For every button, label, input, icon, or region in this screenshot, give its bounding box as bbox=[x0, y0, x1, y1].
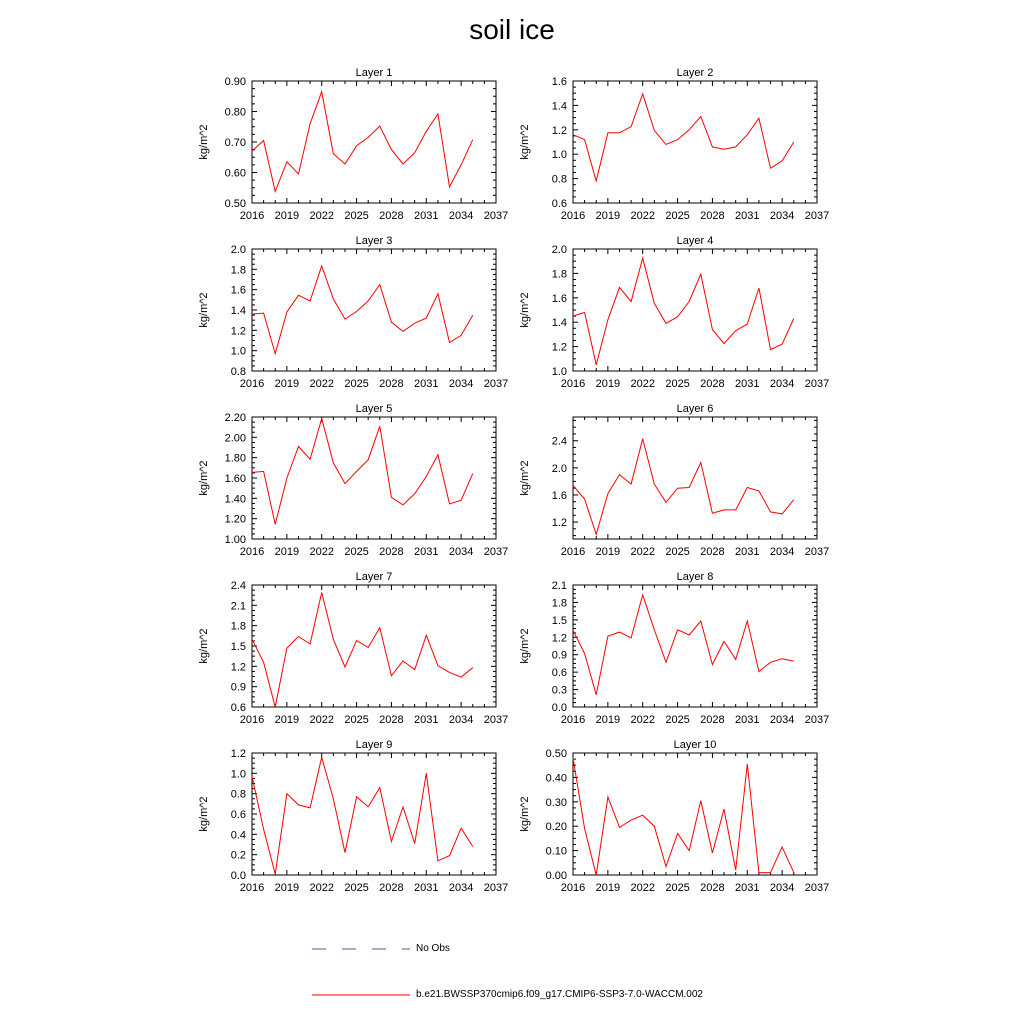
y-tick-label: 1.6 bbox=[551, 489, 567, 502]
legend-obs-label: No Obs bbox=[416, 943, 450, 954]
y-tick-label: 0.30 bbox=[545, 796, 567, 809]
x-tick-label: 2031 bbox=[735, 714, 760, 726]
y-tick-label: 1.0 bbox=[551, 366, 567, 378]
y-tick-label: 1.4 bbox=[230, 305, 246, 317]
plot-frame bbox=[573, 585, 817, 707]
x-tick-label: 2019 bbox=[595, 210, 621, 222]
y-tick-label: 0.10 bbox=[545, 845, 567, 858]
x-tick-label: 2034 bbox=[769, 546, 795, 558]
panel-title: Layer 4 bbox=[676, 235, 714, 247]
plot-frame bbox=[252, 417, 496, 539]
x-tick-label: 2025 bbox=[344, 714, 369, 726]
x-tick-label: 2031 bbox=[414, 714, 439, 726]
x-tick-label: 2025 bbox=[665, 546, 690, 558]
series-line bbox=[252, 266, 473, 354]
x-tick-label: 2037 bbox=[804, 714, 830, 726]
x-tick-label: 2037 bbox=[804, 546, 830, 558]
x-tick-label: 2019 bbox=[274, 714, 300, 726]
x-tick-label: 2016 bbox=[560, 714, 586, 726]
y-tick-label: 1.2 bbox=[551, 517, 567, 530]
x-tick-label: 2022 bbox=[630, 546, 655, 558]
chart-title: soil ice bbox=[469, 14, 555, 45]
plot-frame bbox=[252, 81, 496, 203]
x-tick-label: 2031 bbox=[414, 882, 439, 894]
x-tick-label: 2031 bbox=[414, 210, 439, 222]
x-tick-label: 2034 bbox=[769, 378, 795, 390]
y-axis-label: kg/m^2 bbox=[198, 460, 210, 496]
x-tick-label: 2028 bbox=[379, 714, 404, 726]
plot-frame bbox=[573, 417, 817, 539]
x-tick-label: 2025 bbox=[344, 546, 369, 558]
y-tick-label: 0.40 bbox=[545, 772, 567, 785]
panel-8 bbox=[519, 571, 829, 726]
y-tick-label: 1.2 bbox=[230, 748, 246, 760]
y-tick-label: 0.6 bbox=[230, 809, 246, 821]
y-tick-label: 0.4 bbox=[230, 829, 246, 842]
y-tick-label: 0.9 bbox=[230, 681, 246, 694]
y-tick-label: 1.00 bbox=[224, 534, 246, 546]
x-tick-label: 2016 bbox=[239, 546, 265, 558]
legend-obs-swatch bbox=[312, 942, 412, 956]
panel-1 bbox=[198, 67, 508, 222]
x-tick-label: 2031 bbox=[414, 546, 439, 558]
x-tick-label: 2019 bbox=[595, 546, 621, 558]
x-tick-label: 2037 bbox=[483, 378, 509, 390]
x-tick-label: 2022 bbox=[309, 378, 334, 390]
x-tick-label: 2028 bbox=[700, 210, 725, 222]
panel-2 bbox=[519, 67, 829, 222]
x-tick-label: 2034 bbox=[769, 882, 795, 894]
y-tick-label: 1.0 bbox=[230, 768, 246, 781]
y-tick-label: 2.20 bbox=[224, 412, 246, 424]
panel-4 bbox=[519, 235, 829, 390]
x-tick-label: 2031 bbox=[735, 882, 760, 894]
y-tick-label: 1.20 bbox=[224, 513, 246, 526]
x-tick-label: 2022 bbox=[309, 546, 334, 558]
y-tick-label: 1.2 bbox=[551, 632, 567, 645]
x-tick-label: 2016 bbox=[239, 378, 265, 390]
panel-7 bbox=[198, 571, 508, 726]
y-tick-label: 0.8 bbox=[551, 173, 567, 186]
panel-title: Layer 9 bbox=[355, 739, 393, 751]
x-tick-label: 2037 bbox=[804, 882, 830, 894]
x-tick-label: 2034 bbox=[769, 210, 795, 222]
y-tick-label: 1.2 bbox=[551, 341, 567, 354]
x-tick-label: 2037 bbox=[483, 882, 509, 894]
series-line bbox=[573, 258, 794, 365]
x-tick-label: 2025 bbox=[665, 210, 690, 222]
x-tick-label: 2028 bbox=[379, 546, 404, 558]
series-line bbox=[252, 593, 473, 708]
panel-title: Layer 7 bbox=[355, 571, 393, 583]
panel-9 bbox=[198, 739, 508, 894]
panel-title: Layer 6 bbox=[676, 403, 714, 415]
series-line bbox=[252, 419, 473, 525]
x-tick-label: 2025 bbox=[344, 882, 369, 894]
y-tick-label: 0.0 bbox=[551, 702, 567, 714]
y-tick-label: 2.0 bbox=[551, 462, 567, 475]
x-tick-label: 2028 bbox=[700, 714, 725, 726]
x-tick-label: 2016 bbox=[239, 882, 265, 894]
x-tick-label: 2019 bbox=[274, 210, 300, 222]
y-tick-label: 0.50 bbox=[545, 748, 567, 760]
x-tick-label: 2034 bbox=[448, 714, 474, 726]
plot-frame bbox=[573, 81, 817, 203]
y-axis-label: kg/m^2 bbox=[198, 796, 210, 832]
x-tick-label: 2022 bbox=[309, 882, 334, 894]
y-tick-label: 0.8 bbox=[230, 366, 246, 378]
y-tick-label: 0.3 bbox=[551, 684, 567, 697]
panel-title: Layer 2 bbox=[676, 67, 714, 79]
y-axis-label: kg/m^2 bbox=[519, 124, 531, 160]
y-tick-label: 0.00 bbox=[545, 870, 567, 882]
x-tick-label: 2034 bbox=[769, 714, 795, 726]
x-tick-label: 2025 bbox=[344, 378, 369, 390]
plot-frame bbox=[252, 753, 496, 875]
x-tick-label: 2022 bbox=[630, 210, 655, 222]
y-tick-label: 0.20 bbox=[545, 821, 567, 834]
y-tick-label: 0.50 bbox=[224, 198, 246, 210]
x-tick-label: 2037 bbox=[483, 546, 509, 558]
y-tick-label: 1.0 bbox=[230, 345, 246, 358]
x-tick-label: 2034 bbox=[448, 210, 474, 222]
x-tick-label: 2016 bbox=[560, 546, 586, 558]
x-tick-label: 2016 bbox=[560, 210, 586, 222]
x-tick-label: 2034 bbox=[448, 546, 474, 558]
y-tick-label: 0.6 bbox=[551, 667, 567, 680]
y-tick-label: 0.2 bbox=[230, 849, 246, 862]
x-tick-label: 2025 bbox=[665, 714, 690, 726]
x-tick-label: 2037 bbox=[804, 210, 830, 222]
x-tick-label: 2037 bbox=[483, 210, 509, 222]
y-tick-label: 1.8 bbox=[551, 268, 567, 281]
panel-6 bbox=[519, 403, 829, 558]
x-tick-label: 2028 bbox=[700, 378, 725, 390]
y-tick-label: 2.0 bbox=[551, 244, 567, 256]
panel-title: Layer 5 bbox=[355, 403, 393, 415]
y-tick-label: 0.70 bbox=[224, 137, 246, 149]
panel-10 bbox=[519, 739, 829, 894]
x-tick-label: 2025 bbox=[665, 882, 690, 894]
x-tick-label: 2019 bbox=[274, 882, 300, 894]
panel-title: Layer 10 bbox=[673, 739, 717, 751]
y-axis-label: kg/m^2 bbox=[198, 628, 210, 664]
panel-3 bbox=[198, 235, 508, 390]
panel-title: Layer 3 bbox=[355, 235, 393, 247]
y-tick-label: 2.4 bbox=[551, 435, 567, 448]
y-tick-label: 0.90 bbox=[224, 76, 246, 88]
series-line bbox=[252, 92, 473, 192]
y-tick-label: 1.8 bbox=[551, 597, 567, 610]
x-tick-label: 2016 bbox=[239, 714, 265, 726]
y-tick-label: 1.80 bbox=[224, 452, 246, 465]
x-tick-label: 2022 bbox=[630, 714, 655, 726]
x-tick-label: 2019 bbox=[595, 714, 621, 726]
panel-5 bbox=[198, 403, 508, 558]
y-tick-label: 1.6 bbox=[551, 292, 567, 305]
y-tick-label: 1.2 bbox=[551, 124, 567, 137]
y-tick-label: 1.4 bbox=[551, 100, 567, 113]
y-axis-label: kg/m^2 bbox=[519, 460, 531, 496]
y-tick-label: 0.60 bbox=[224, 167, 246, 180]
y-tick-label: 2.1 bbox=[230, 600, 246, 613]
legend-model-label: b.e21.BWSSP370cmip6.f09_g17.CMIP6-SSP3-7.0-WACCM.002 bbox=[416, 989, 703, 1000]
x-tick-label: 2025 bbox=[344, 210, 369, 222]
y-tick-label: 1.40 bbox=[224, 493, 246, 506]
x-tick-label: 2028 bbox=[379, 882, 404, 894]
x-tick-label: 2019 bbox=[595, 378, 621, 390]
x-tick-label: 2022 bbox=[630, 378, 655, 390]
plot-frame bbox=[573, 753, 817, 875]
y-axis-label: kg/m^2 bbox=[519, 796, 531, 832]
x-tick-label: 2037 bbox=[483, 714, 509, 726]
x-tick-label: 2016 bbox=[560, 378, 586, 390]
y-tick-label: 2.0 bbox=[230, 244, 246, 256]
x-tick-label: 2016 bbox=[560, 882, 586, 894]
series-line bbox=[573, 595, 794, 695]
y-axis-label: kg/m^2 bbox=[519, 292, 531, 328]
x-tick-label: 2034 bbox=[448, 882, 474, 894]
x-tick-label: 2031 bbox=[735, 378, 760, 390]
y-tick-label: 1.8 bbox=[230, 620, 246, 633]
y-tick-label: 2.1 bbox=[551, 580, 567, 592]
x-tick-label: 2016 bbox=[239, 210, 265, 222]
y-tick-label: 0.80 bbox=[224, 106, 246, 119]
x-tick-label: 2031 bbox=[735, 546, 760, 558]
y-tick-label: 1.60 bbox=[224, 473, 246, 485]
y-tick-label: 0.9 bbox=[551, 649, 567, 662]
y-axis-label: kg/m^2 bbox=[198, 292, 210, 328]
series-line bbox=[573, 94, 794, 181]
y-tick-label: 1.8 bbox=[230, 264, 246, 277]
panel-title: Layer 8 bbox=[676, 571, 714, 583]
x-tick-label: 2031 bbox=[735, 210, 760, 222]
y-tick-label: 1.5 bbox=[230, 641, 246, 653]
series-line bbox=[252, 757, 473, 874]
y-tick-label: 2.4 bbox=[230, 580, 246, 592]
x-tick-label: 2028 bbox=[700, 882, 725, 894]
y-tick-label: 1.5 bbox=[551, 614, 567, 627]
y-tick-label: 1.0 bbox=[551, 149, 567, 162]
panel-title: Layer 1 bbox=[355, 67, 393, 79]
x-tick-label: 2031 bbox=[414, 378, 439, 390]
x-tick-label: 2019 bbox=[274, 546, 300, 558]
y-tick-label: 1.4 bbox=[551, 317, 567, 330]
y-axis-label: kg/m^2 bbox=[519, 628, 531, 664]
x-tick-label: 2022 bbox=[309, 210, 334, 222]
plot-frame bbox=[573, 249, 817, 371]
x-tick-label: 2019 bbox=[274, 378, 300, 390]
x-tick-label: 2019 bbox=[595, 882, 621, 894]
x-tick-label: 2028 bbox=[379, 378, 404, 390]
x-tick-label: 2022 bbox=[309, 714, 334, 726]
x-tick-label: 2022 bbox=[630, 882, 655, 894]
y-tick-label: 1.6 bbox=[230, 284, 246, 297]
series-line bbox=[573, 758, 794, 875]
legend-model-swatch bbox=[312, 988, 412, 1002]
y-tick-label: 0.8 bbox=[230, 788, 246, 801]
y-tick-label: 1.2 bbox=[230, 661, 246, 674]
y-tick-label: 0.0 bbox=[230, 870, 246, 882]
x-tick-label: 2025 bbox=[665, 378, 690, 390]
x-tick-label: 2028 bbox=[379, 210, 404, 222]
series-line bbox=[573, 439, 794, 535]
y-tick-label: 0.6 bbox=[551, 198, 567, 210]
y-tick-label: 0.6 bbox=[230, 702, 246, 714]
x-tick-label: 2028 bbox=[700, 546, 725, 558]
x-tick-label: 2037 bbox=[804, 378, 830, 390]
y-tick-label: 1.6 bbox=[551, 76, 567, 88]
y-tick-label: 1.2 bbox=[230, 325, 246, 338]
y-axis-label: kg/m^2 bbox=[198, 124, 210, 160]
x-tick-label: 2034 bbox=[448, 378, 474, 390]
y-tick-label: 2.00 bbox=[224, 432, 246, 445]
